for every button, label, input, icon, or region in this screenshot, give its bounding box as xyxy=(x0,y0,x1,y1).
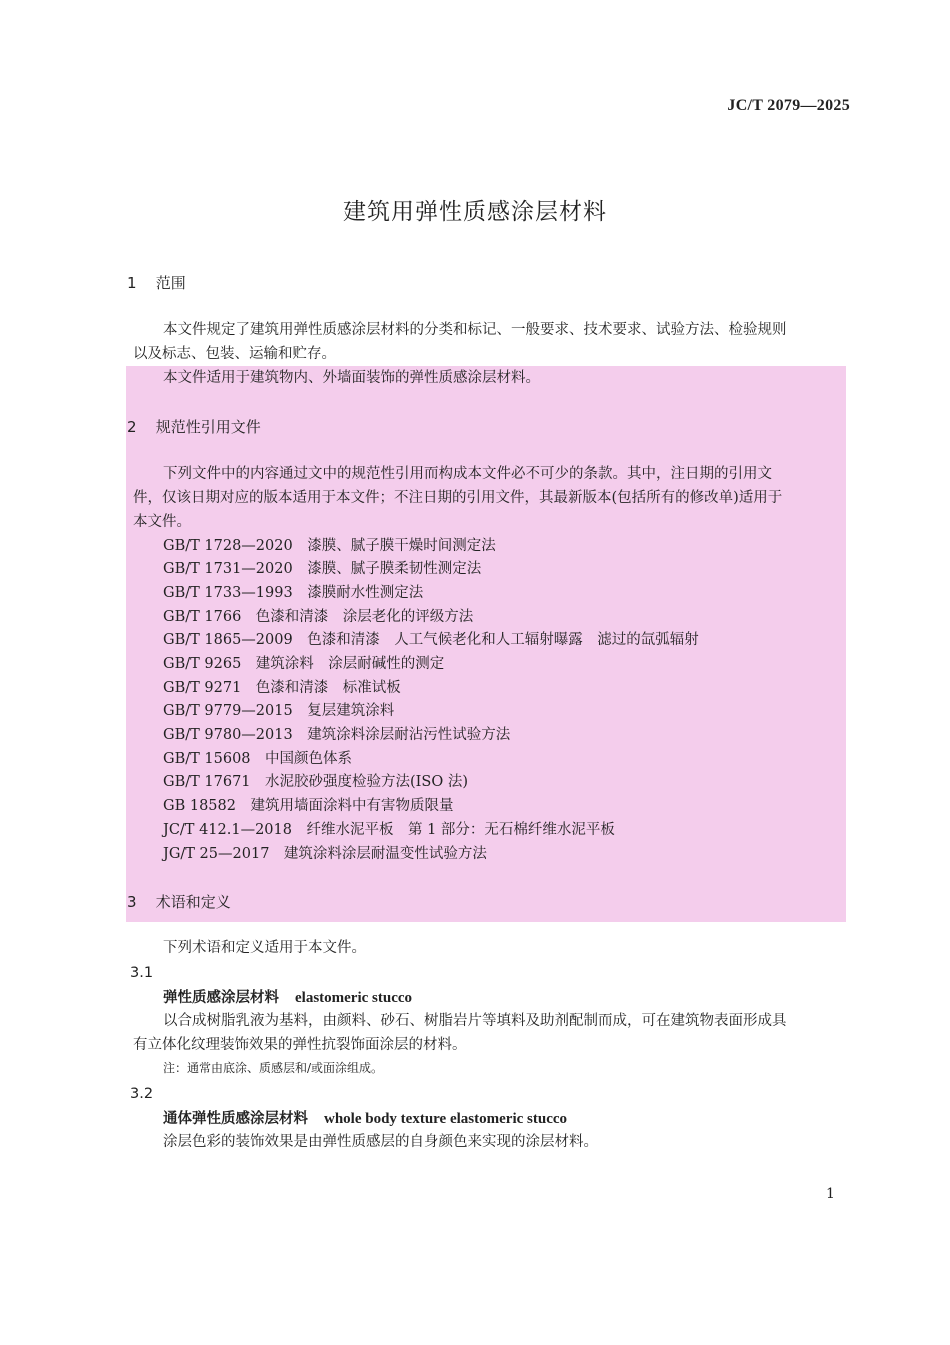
term-entry xyxy=(163,1107,567,1128)
term-entry xyxy=(163,986,412,1007)
reference-item: GB/T 9780—2013 建筑涂料涂层耐沾污性试验方法 xyxy=(163,727,511,743)
term-definition-line1: 涂层色彩的装饰效果是由弹性质感层的自身颜色来实现的涂层材料。 xyxy=(163,1134,598,1150)
reference-item: GB/T 15608 中国颜色体系 xyxy=(163,751,353,767)
section-heading-2 xyxy=(127,416,261,437)
reference-item: JG/T 25—2017 建筑涂料涂层耐温变性试验方法 xyxy=(163,846,487,862)
reference-item: GB 18582 建筑用墙面涂料中有害物质限量 xyxy=(163,798,454,814)
term-zh: 通体弹性质感涂层材料 xyxy=(163,1110,308,1127)
reference-item: GB/T 1728—2020 漆膜、腻子膜干燥时间测定法 xyxy=(163,538,496,554)
reference-item: GB/T 1766 色漆和清漆 涂层老化的评级方法 xyxy=(163,609,474,625)
references-intro-line1: 下列文件中的内容通过文中的规范性引用而构成本文件必不可少的条款。其中，注日期的引用文 xyxy=(163,466,772,482)
reference-item: JC/T 412.1—2018 纤维水泥平板 第 1 部分：无石棉纤维水泥平板 xyxy=(163,822,615,838)
scope-para1-line2: 以及标志、包装、运输和贮存。 xyxy=(133,346,336,362)
page-number: 1 xyxy=(826,1186,835,1202)
term-note: 注：通常由底涂、质感层和/或面涂组成。 xyxy=(163,1061,384,1075)
section-number: 3 xyxy=(127,893,137,911)
document-title: 建筑用弹性质感涂层材料 xyxy=(343,199,607,225)
term-definition-line2: 有立体化纹理装饰效果的弹性抗裂饰面涂层的材料。 xyxy=(133,1037,467,1053)
reference-item: GB/T 9271 色漆和清漆 标准试板 xyxy=(163,680,401,696)
reference-item: GB/T 1733—1993 漆膜耐水性测定法 xyxy=(163,585,424,601)
scope-para1-line1: 本文件规定了建筑用弹性质感涂层材料的分类和标记、一般要求、技术要求、试验方法、检验规则 xyxy=(163,322,787,338)
references-intro-line2: 件，仅该日期对应的版本适用于本文件；不注日期的引用文件，其最新版本(包括所有的修改单)适用于 xyxy=(133,490,783,506)
section-heading-3 xyxy=(127,891,231,912)
scope-para2: 本文件适用于建筑物内、外墙面装饰的弹性质感涂层材料。 xyxy=(163,370,540,386)
reference-item: GB/T 9265 建筑涂料 涂层耐碱性的测定 xyxy=(163,656,445,672)
section-title: 术语和定义 xyxy=(155,893,231,911)
section-title: 范围 xyxy=(155,274,186,292)
standard-code: JC/T 2079—2025 xyxy=(727,97,850,114)
term-definition-line1: 以合成树脂乳液为基料，由颜料、砂石、树脂岩片等填料及助剂配制而成，可在建筑物表面形成具 xyxy=(163,1013,787,1029)
section-title: 规范性引用文件 xyxy=(155,418,261,436)
section-number: 2 xyxy=(127,418,137,436)
reference-item: GB/T 1731—2020 漆膜、腻子膜柔韧性测定法 xyxy=(163,561,482,577)
clause-number: 3.2 xyxy=(130,1086,154,1102)
term-en: elastomeric stucco xyxy=(295,990,413,1006)
references-intro-line3: 本文件。 xyxy=(133,514,191,530)
reference-item: GB/T 1865—2009 色漆和清漆 人工气候老化和人工辐射曝露 滤过的氙弧辐射 xyxy=(163,632,699,648)
section-heading-1 xyxy=(127,272,186,293)
section-number: 1 xyxy=(127,274,137,292)
terms-intro: 下列术语和定义适用于本文件。 xyxy=(163,940,366,956)
term-en: whole body texture elastomeric stucco xyxy=(324,1111,568,1127)
clause-number: 3.1 xyxy=(130,965,154,981)
term-zh: 弹性质感涂层材料 xyxy=(163,989,279,1006)
reference-item: GB/T 17671 水泥胶砂强度检验方法(ISO 法) xyxy=(163,774,469,790)
reference-item: GB/T 9779—2015 复层建筑涂料 xyxy=(163,703,395,719)
